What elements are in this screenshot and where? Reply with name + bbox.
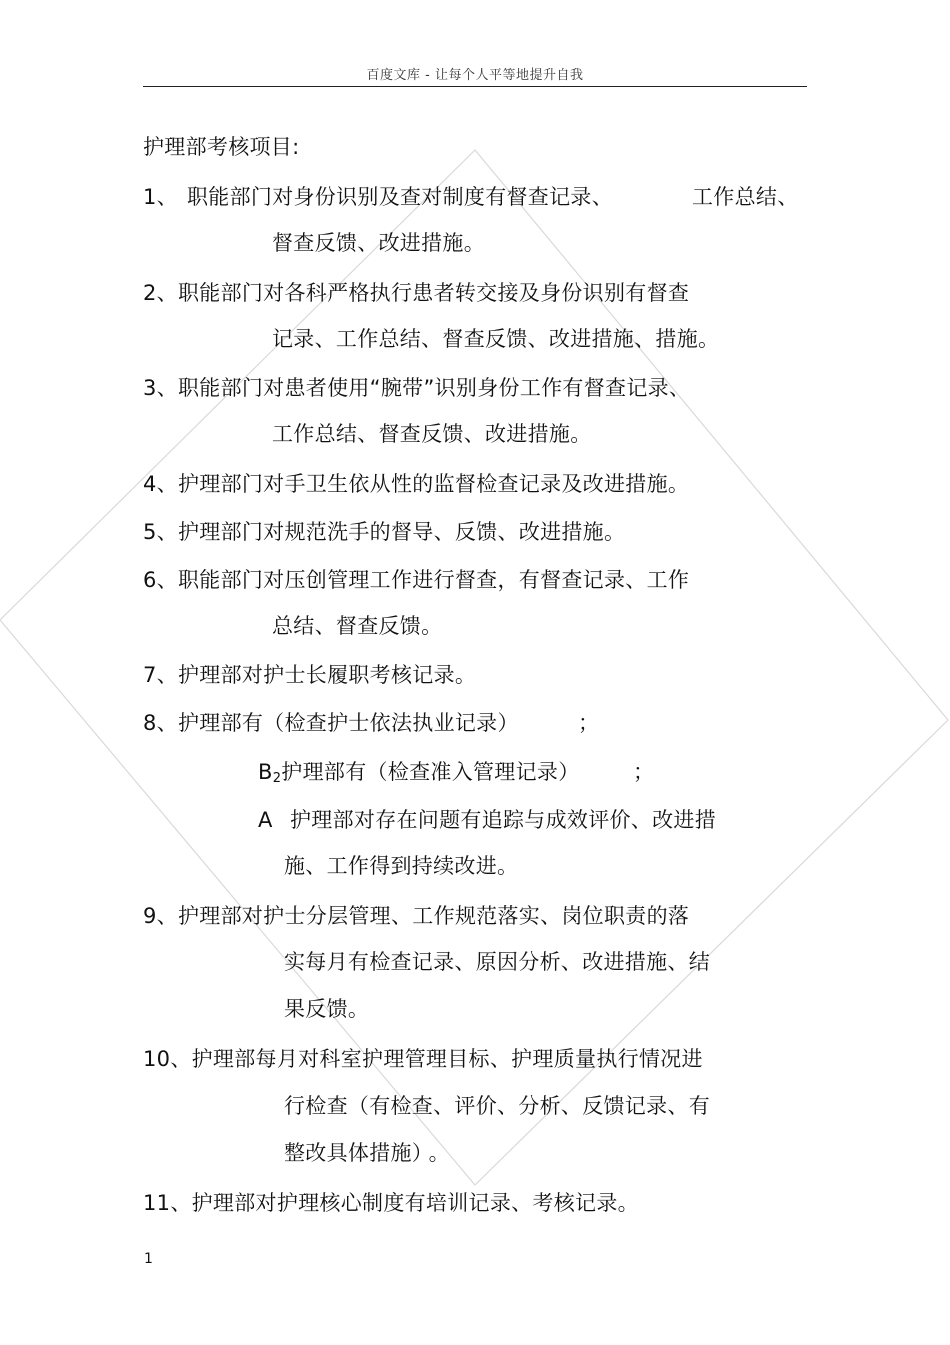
item-8 (143, 709, 519, 737)
item-10-cont-text: 整改具体措施） (284, 1141, 423, 1165)
item-1-cont: 督查反馈、改进措施。 (272, 231, 485, 255)
page-number: 1 (144, 1251, 153, 1267)
item-text: 护理部对护理核心制度有培训记录、考核记录。 (191, 1191, 639, 1215)
item-number: 9、 (143, 904, 178, 928)
item-number: 4、 (143, 472, 178, 496)
item-number: 6、 (143, 568, 178, 592)
item-number: 11、 (143, 1191, 192, 1215)
item-3 (143, 374, 690, 402)
item-text: 护理部对护士分层管理、工作规范落实、岗位职责的落 (177, 904, 690, 928)
sub-item-text: 护理部有（检查准入管理记录） (281, 760, 580, 784)
page-header (143, 64, 807, 83)
header-rule (143, 86, 807, 87)
item-text: 职能部门对患者使用“腕带”识别身份工作有督查记录、 (177, 376, 691, 400)
item-text: 职能部门对各科严格执行患者转交接及身份识别有督查 (177, 281, 690, 305)
sub-item-subscript: 2 (272, 771, 282, 786)
item-10-cont-1: 行检查（有检查、评价、分析、反馈记录、有 (284, 1094, 710, 1118)
document-title: 护理部考核项目: (143, 135, 300, 159)
header-site: 百度文库 (366, 68, 421, 83)
item-number: 8、 (143, 711, 178, 735)
item-3-cont: 工作总结、督查反馈、改进措施。 (272, 422, 592, 446)
sub-item-a (258, 806, 716, 834)
item-number: 5、 (143, 520, 178, 544)
item-8-tail: ； (578, 711, 600, 735)
header-separator: - (420, 68, 435, 83)
item-7 (143, 661, 476, 689)
item-text: 护理部门对手卫生依从性的监督检查记录及改进措施。 (177, 472, 690, 496)
item-number: 7、 (143, 663, 178, 687)
item-6-cont: 总结、督查反馈。 (272, 614, 443, 638)
sub-item-prefix: A (258, 808, 273, 832)
item-2-cont: 记录、工作总结、督查反馈、改进措施、措施。 (272, 327, 720, 351)
item-1-tail: 工作总结、 (692, 185, 799, 209)
item-number: 2、 (143, 281, 178, 305)
sub-item-text: 护理部对存在问题有追踪与成效评价、改进措 (290, 808, 716, 832)
item-5 (143, 518, 625, 546)
item-text: 护理部每月对科室护理管理目标、护理质量执行情况进 (191, 1047, 703, 1071)
item-4 (143, 470, 689, 498)
item-11 (143, 1189, 639, 1217)
item-text: 护理部门对规范洗手的督导、反馈、改进措施。 (177, 520, 626, 544)
item-number: 3、 (143, 376, 178, 400)
sub-item-a-cont: 施、工作得到持续改进。 (284, 854, 519, 878)
item-text: 职能部门对身份识别及查对制度有督查记录、 (187, 185, 613, 209)
item-10-cont-2 (284, 1139, 450, 1167)
item-1 (143, 183, 613, 211)
header-slogan: 让每个人平等地提升自我 (434, 68, 584, 83)
item-9 (143, 902, 689, 930)
item-9-cont-1: 实每月有检查记录、原因分析、改进措施、结 (284, 950, 710, 974)
item-6 (143, 566, 689, 594)
item-number: 1、 (143, 185, 178, 209)
item-10-cont-period: 。 (428, 1141, 450, 1165)
item-text: 护理部有（检查护士依法执业记录） (177, 711, 519, 735)
item-text: 职能部门对压创管理工作进行督查，有督查记录、工作 (177, 568, 690, 592)
sub-item-prefix: B (258, 760, 273, 784)
item-2 (143, 279, 689, 307)
sub-item-b2 (258, 758, 580, 793)
item-9-cont-2: 果反馈。 (284, 997, 370, 1021)
item-text: 护理部对护士长履职考核记录。 (177, 663, 477, 687)
item-10 (143, 1045, 703, 1073)
sub-item-b2-tail: ； (633, 760, 655, 784)
item-number: 10、 (143, 1047, 192, 1071)
